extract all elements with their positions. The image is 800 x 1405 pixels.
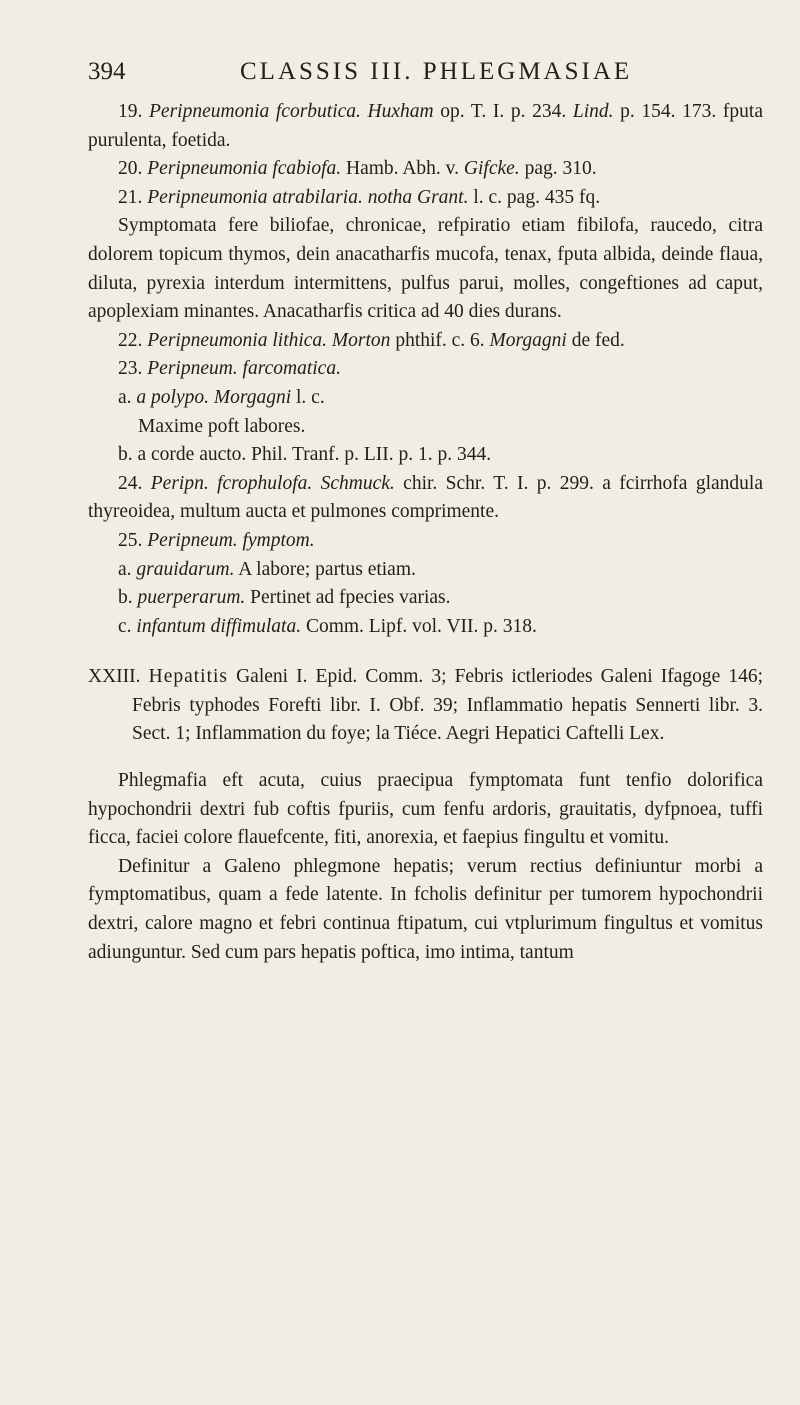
entry-22: 22. Peripneumonia lithica. Morton phthif. c. 6. Morgagni de fed. xyxy=(118,329,625,351)
entry-23: 23. Peripneum. farcomatica. xyxy=(118,358,341,380)
page-header xyxy=(88,52,740,92)
entry-21: 21. Peripneumonia atrabilaria. notha Grant. l. c. pag. 435 fq. xyxy=(118,186,601,208)
running-title: CLASSIS III. PHLEGMASIAE xyxy=(240,58,633,85)
page-number: 394 xyxy=(88,58,126,85)
entry-24: 24. Peripn. fcrophulofa. Schmuck. chir. Schr. T. I. p. 299. a fcirrhofa glandula thyreoidea, multum aucta et pulmones comprimente. xyxy=(88,472,763,523)
entry-20: 20. Peripneumonia fcabiofa. Hamb. Abh. v. Gifcke. pag. 310. xyxy=(118,158,597,180)
entry-25-b: b. puerperarum. Pertinet ad fpecies varias. xyxy=(118,587,451,609)
entry-25-a: a. grauidarum. A labore; partus etiam. xyxy=(118,558,416,580)
paragraph-definition: Phlegmafia eft acuta, cuius praecipua fymptomata funt tenfio dolorifica hypochondrii dextri fub coftis fpuriis, cum fenfu ardoris, grauitatis, dyfpnoea, tuffi ficca, faciei colore flauefcente, fiti, anorexia, et faepius fingultu et vomitu. xyxy=(88,770,763,849)
entry-23-a: a. a polypo. Morgagni l. c. xyxy=(118,386,325,408)
entry-19: 19. Peripneumonia fcorbutica. Huxham op. T. I. p. 234. Lind. p. 154. 173. fputa purulenta, foetida. xyxy=(88,101,764,151)
paragraph-galen: Definitur a Galeno phlegmone hepatis; verum rectius definiuntur morbi a fymptomatibus, quam a fede latente. In fcholis definitur per tumorem hypochondrii dextri, calore magno et febri continua ftipatum, cui vtplurimum fingultus et vomitus adiunguntur. Sed cum pars hepatis poftica, imo intima, tantum xyxy=(88,855,763,963)
section-xxiii-heading: XXIII. Hepatitis Galeni I. Epid. Comm. 3; Febris ictleriodes Galeni Ifagoge 146; Febris typhodes Forefti libr. I. Obf. 39; Inflammatio hepatis Sennerti libr. 3. Sect. 1; Inflammation du foye; la Tiéce. Aegri Hepatici Caftelli Lex. xyxy=(88,666,764,745)
entry-21-description: Symptomata fere biliofae, chronicae, refpiratio etiam fibilofa, raucedo, citra dolorem topicum thymos, dein anacatharfis mucofa, tenax, fputa albida, deinde flaua, diluta, pyrexia interdum intermittens, pulfus parui, molles, congeftiones ad caput, apoplexiam minantes. Anacatharfis critica ad 40 dies durans. xyxy=(88,215,763,323)
page-body xyxy=(88,98,763,967)
entry-23-b: b. a corde aucto. Phil. Tranf. p. LII. p. 1. p. 344. xyxy=(118,444,492,466)
entry-25: 25. Peripneum. fymptom. xyxy=(118,529,315,551)
entry-25-c: c. infantum diffimulata. Comm. Lipf. vol. VII. p. 318. xyxy=(118,615,537,637)
entry-23-a-note: Maxime poft labores. xyxy=(138,415,306,437)
spacer xyxy=(88,749,763,767)
